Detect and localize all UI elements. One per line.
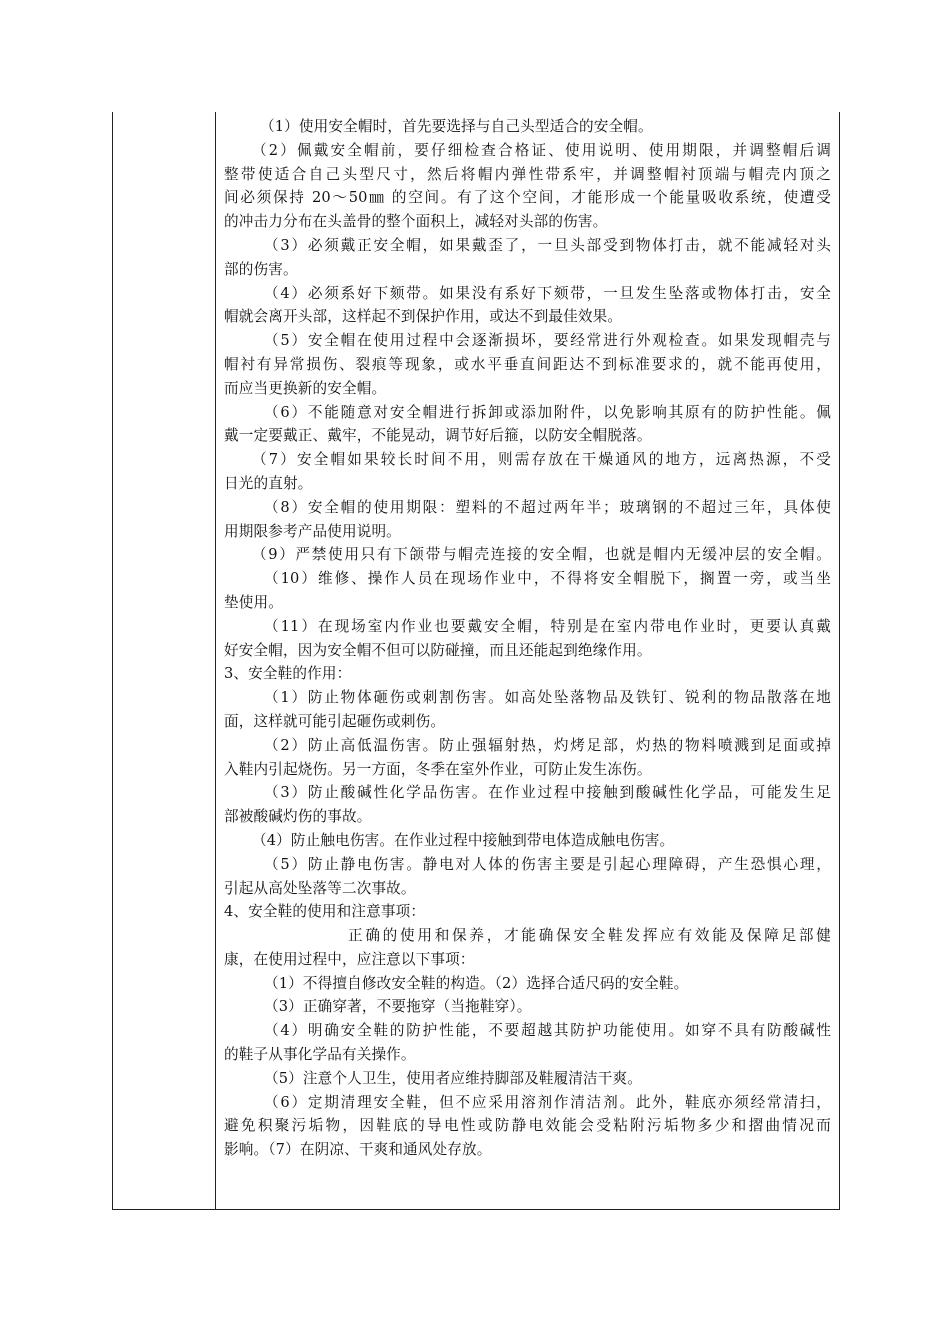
text-line: （3）必须戴正安全帽，如果戴歪了，一旦头部受到物体打击，就不能减轻对头 [264,236,831,254]
text-line: 避免积聚污垢物，因鞋底的导电性或防静电效能会受粘附污垢物多少和摺曲情况而 [224,1117,831,1135]
text-line: 间必须保持 20～50㎜ 的空间。有了这个空间，才能形成一个能量吸收系统，使遭受 [224,189,831,207]
text-line: （3）防止酸碱性化学品伤害。在作业过程中接触到酸碱性化学品，可能发生足 [264,784,831,802]
text-line: （4）防止触电伤害。在作业过程中接触到带电体造成触电伤害。 [252,831,675,849]
text-line: 整带使适合自己头型尺寸，然后将帽内弹性带系牢，并调整帽衬顶端与帽壳内顶之 [224,165,831,183]
text-line: 帽就会离开头部，这样起不到保护作用，或达不到最佳效果。 [224,308,623,326]
text-line: 垫使用。 [224,593,283,611]
text-line: 日光的直射。 [224,474,313,492]
text-line: （4）必须系好下颏带。如果没有系好下颏带，一旦发生坠落或物体打击，安全 [264,284,831,302]
text-line: （5）注意个人卫生，使用者应维持脚部及鞋履清洁干爽。 [264,1069,643,1087]
text-line: （10）维修、操作人员在现场作业中，不得将安全帽脱下，搁置一旁，或当坐 [264,570,831,588]
table-left-column [113,112,216,1209]
text-line: 影响。（7）在阴凉、干爽和通风处存放。 [224,1141,492,1159]
text-line: （8）安全帽的使用期限：塑料的不超过两年半；玻璃钢的不超过三年，具体使 [264,498,831,516]
text-line: 好安全帽，因为安全帽不但可以防碰撞，而且还能起到绝缘作用。 [224,641,652,659]
text-line: （2）防止高低温伤害。防止强辐射热，灼烤足部，灼热的物料喷溅到足面或掉 [264,736,831,754]
text-line: （9）严禁使用只有下颌带与帽壳连接的安全帽，也就是帽内无缓冲层的安全帽。 [252,546,831,564]
section-heading: 4、安全鞋的使用和注意事项： [224,903,426,921]
text-line: 的冲击力分布在头盖骨的整个面积上，减轻对头部的伤害。 [224,213,608,231]
text-line: （2）佩戴安全帽前，要仔细检查合格证、使用说明、使用期限，并调整帽后调 [252,141,831,159]
text-line: （1）防止物体砸伤或刺割伤害。如高处坠落物品及铁钉、锐利的物品散落在地 [264,689,831,707]
text-line: （5）安全帽在使用过程中会逐渐损坏，要经常进行外观检查。如果发现帽壳与 [264,332,831,350]
text-line: （6）不能随意对安全帽进行拆卸或添加附件，以免影响其原有的防护性能。佩 [264,403,831,421]
text-line: 帽衬有异常损伤、裂痕等现象，或水平垂直间距达不到标准要求的，就不能再使用， [224,355,831,373]
text-line: 入鞋内引起烧伤。另一方面，冬季在室外作业，可防止发生冻伤。 [224,760,652,778]
section-heading: 3、安全鞋的作用： [224,665,352,683]
text-line: （7）安全帽如果较长时间不用，则需存放在干燥通风的地方，远离热源，不受 [252,451,831,469]
text-line: （11）在现场室内作业也要戴安全帽，特别是在室内带电作业时，更要认真戴 [264,617,831,635]
text-line: 部被酸碱灼伤的事故。 [224,808,372,826]
text-line: （1）使用安全帽时，首先要选择与自己头型适合的安全帽。 [260,118,653,135]
text-line: 部的伤害。 [224,260,298,278]
text-line: （3）正确穿著，不要拖穿（当拖鞋穿）。 [264,998,532,1016]
text-line: （6）定期清理安全鞋，但不应采用溶剂作清洁剂。此外，鞋底亦须经常清扫， [264,1093,831,1111]
text-line: 戴一定要戴正、戴牢，不能晃动，调节好后箍，以防安全帽脱落。 [224,427,652,445]
text-line: （5）防止静电伤害。静电对人体的伤害主要是引起心理障碍，产生恐惧心理， [264,855,831,873]
text-line: 正确的使用和保养，才能确保安全鞋发挥应有效能及保障足部健 [348,927,831,945]
text-line: 的鞋子从事化学品有关操作。 [224,1046,416,1064]
text-line: 面，这样就可能引起砸伤或刺伤。 [224,712,446,730]
text-line: 引起从高处坠落等二次事故。 [224,879,416,897]
content-table [112,112,840,1210]
text-line: 用期限参考产品使用说明。 [224,522,401,540]
table-content-cell [216,112,839,1209]
text-line: （1）不得擅自修改安全鞋的构造。（2）选择合适尺码的安全鞋。 [264,974,689,992]
text-line: 而应当更换新的安全帽。 [224,379,387,397]
text-line: （4）明确安全鞋的防护性能，不要超越其防护功能使用。如穿不具有防酸碱性 [264,1022,831,1040]
text-line: 康，在使用过程中，应注意以下事项： [224,950,475,968]
